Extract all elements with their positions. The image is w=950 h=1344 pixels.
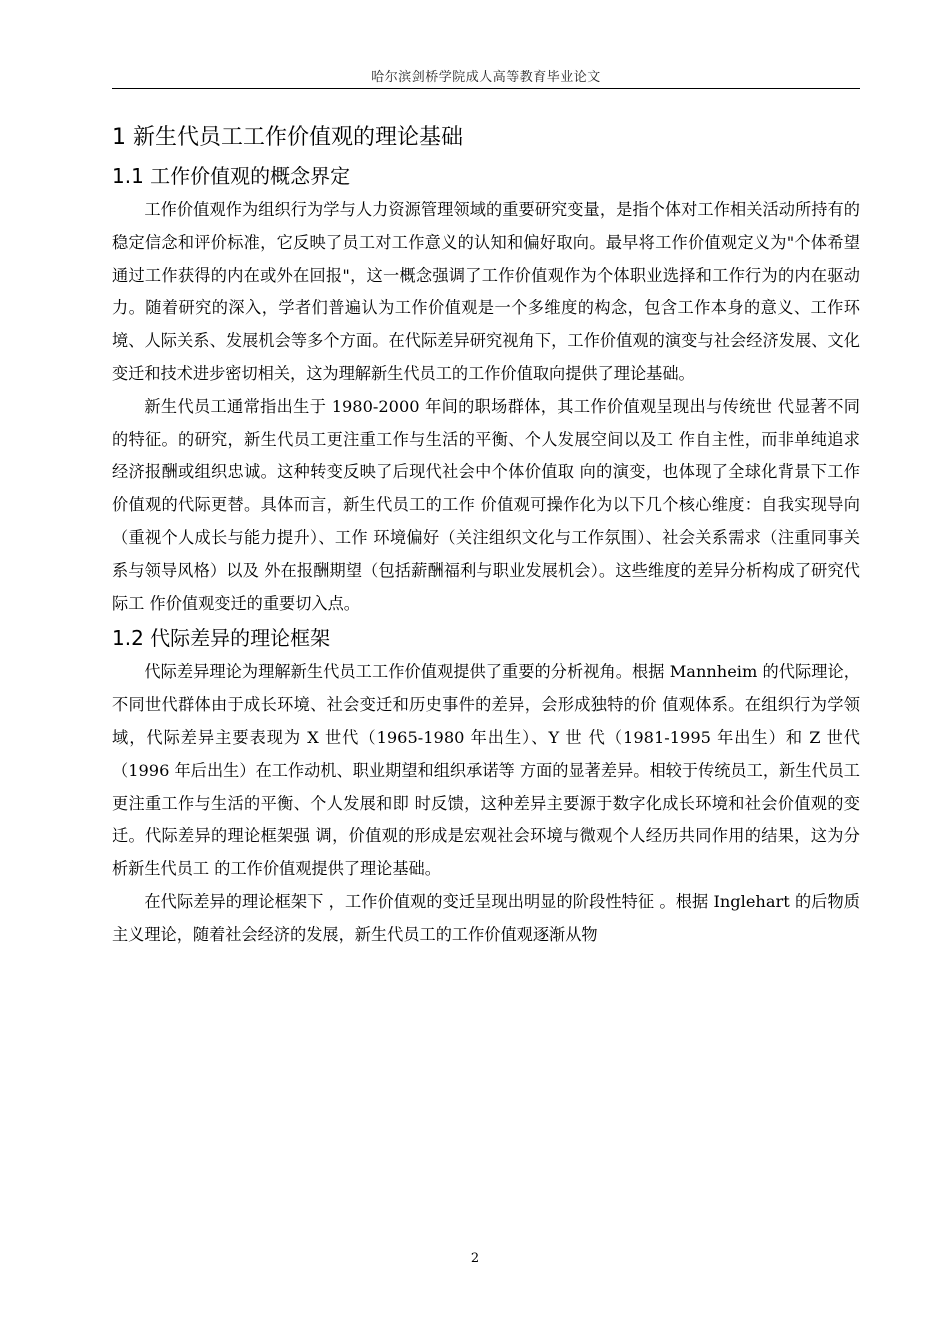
section-title-1-2: 1.2 代际差异的理论框架 (112, 626, 331, 651)
page-content (112, 118, 860, 952)
page-header: 哈尔滨剑桥学院成人高等教育毕业论文 (371, 70, 601, 85)
section-title-1-1: 1.1 工作价值观的概念界定 (112, 164, 351, 188)
paragraph: 工作价值观作为组织行为学与人力资源管理领域的重要研究变量，是指个体对工作相关活动所持有的稳定信念和评价标准，它反映了员工对工作意义的认知和偏好取向。最早将工作价值观定义为"个体希望通过工作获得的内在或外在回报"，这一概念强调了工作价值观作为个体职业选择和工作行为的内在驱动力。随着研究的深入，学者们普遍认为工作价值观是一个多维度的构念，包含工作本身的意义、工作环境、人际关系、发展机会等多个方面。在代际差异研究视角下，工作价值观的演变与社会经济发展、文化变迁和技术进步密切相关，这为理解新生代员工的工作价值取向提供了理论基础。 (112, 200, 860, 383)
page-number: 2 (470, 1251, 480, 1266)
header-divider (112, 88, 860, 89)
paragraph: 在代际差异的理论框架下 ，工作价值观的变迁呈现出明显的阶段性特征 。根据 Inglehart 的后物质主义理论，随着社会经济的发展，新生代员工的工作价值观逐渐从物 (112, 891, 860, 944)
paragraph: 代际差异理论为理解新生代员工工作价值观提供了重要的分析视角。根据 Mannheim 的代际理论，不同世代群体由于成长环境、社会变迁和历史事件的差异，会形成独特的价 值观体系。在组织行为学领域，代际差异主要表现为 X 世代（1965-1980 年出生）、Y 世 代（1981-1995 年出生）和 Z 世代（1996 年后出生）在工作动机、职业期望和组织承诺等 方面的显著差异。相较于传统员工，新生代员工更注重工作与生活的平衡、个人发展和即 时反馈，这种差异主要源于数字化成长环境和社会价值观的变迁。代际差异的理论框架强 调，价值观的形成是宏观社会环境与微观个人经历共同作用的结果，这为分析新生代员工 的工作价值观提供了理论基础。 (112, 662, 860, 879)
paragraph: 新生代员工通常指出生于 1980-2000 年间的职场群体，其工作价值观呈现出与传统世 代显著不同的特征。的研究，新生代员工更注重工作与生活的平衡、个人发展空间以及工 作自主性，而非单纯追求经济报酬或组织忠诚。这种转变反映了后现代社会中个体价值取 向的演变，也体现了全球化背景下工作价值观的代际更替。具体而言，新生代员工的工作 价值观可操作化为以下几个核心维度：自我实现导向（重视个人成长与能力提升）、工作 环境偏好（关注组织文化与工作氛围）、社会关系需求（注重同事关系与领导风格）以及 外在报酬期望（包括薪酬福利与职业发展机会）。这些维度的差异分析构成了研究代际工 作价值观变迁的重要切入点。 (112, 396, 860, 613)
chapter-title: 1 新生代员工工作价值观的理论基础 (112, 125, 463, 150)
